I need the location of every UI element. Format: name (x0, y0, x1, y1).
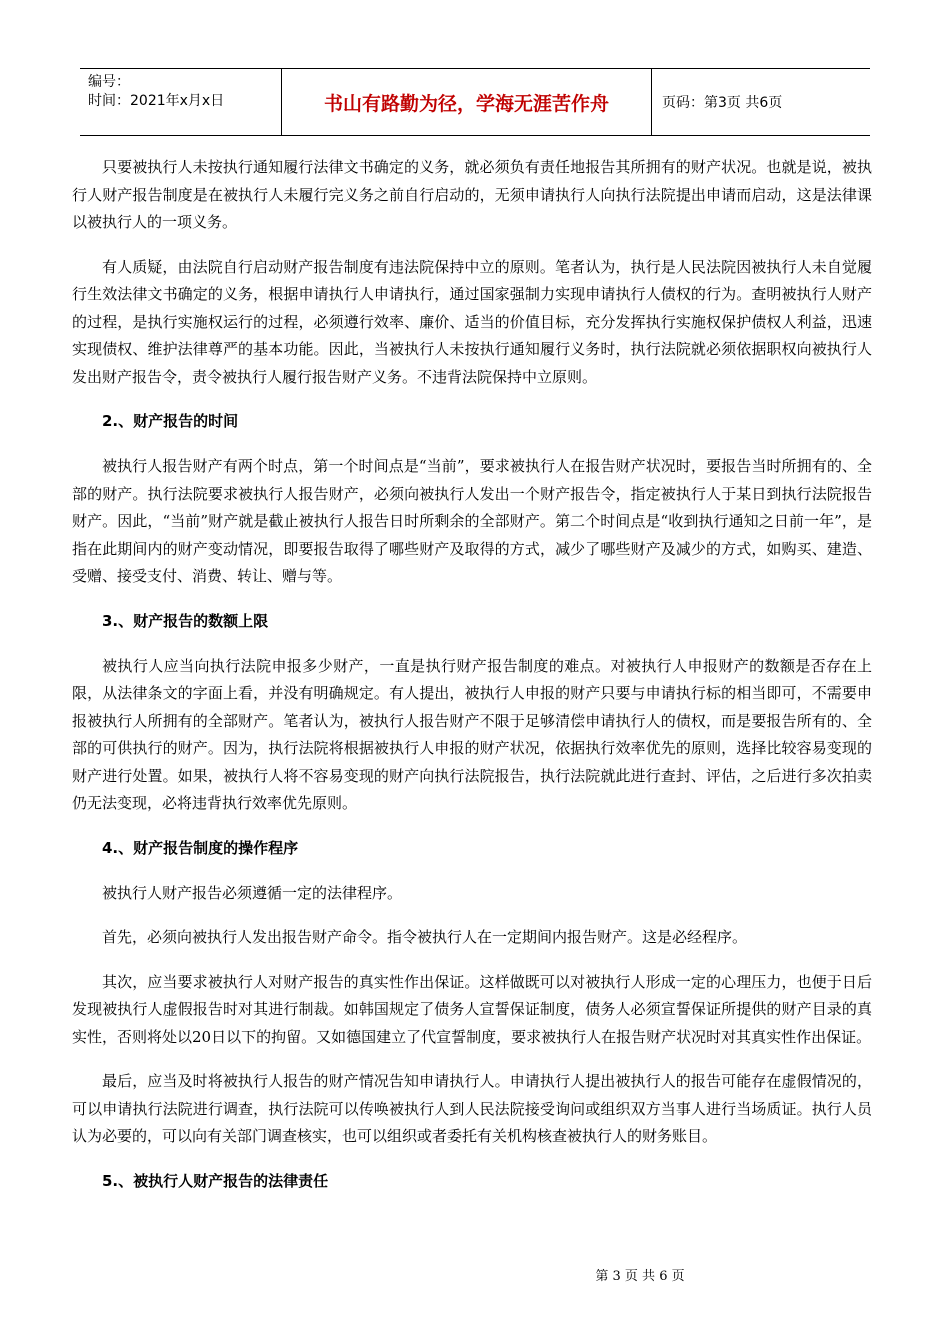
paragraph-2: 有人质疑，由法院自行启动财产报告制度有违法院保持中立的原则。笔者认为，执行是人民法院因被执行人未自觉履行生效法律文书确定的义务，根据申请执行人申请执行，通过国家强制力实现申请执行人债权的行为。查明被执行人财产的过程，是执行实施权运行的过程，必须遵行效率、廉价、适当的价值目标，充分发挥执行实施权保护债权人利益，迅速实现债权、维护法律尊严的基本功能。因此，当被执行人未按执行通知履行义务时，执行法院就必须依据职权向被执行人发出财产报告令，责令被执行人履行报告财产义务。不违背法院保持中立原则。 (72, 257, 872, 386)
section-heading-5: 5.、被执行人财产报告的法律责任 (102, 1171, 329, 1190)
section-heading-2: 2.、财产报告的时间 (102, 412, 239, 430)
paragraph-7: 其次，应当要求被执行人对财产报告的真实性作出保证。这样做既可以对被执行人形成一定的心理压力，也便于日后发现被执行人虚假报告时对其进行制裁。如韩国规定了债务人宣誓保证制度，债务人必须宣誓保证所提供的财产目录的真实性，否则将处以20日以下的拘留。又如德国建立了代宣誓制度，要求被执行人在报告财产状况时对其真实性作出保证。 (72, 972, 872, 1046)
header-number: 编号： (88, 74, 130, 90)
header-motto: 书山有路勤为径，学海无涯苦作舟 (282, 69, 652, 135)
header-page-label: 页码：第3页 共6页 (662, 95, 783, 111)
header-time: 时间：2021年x月x日 (88, 93, 225, 109)
section-heading-3: 3.、财产报告的数额上限 (102, 611, 269, 630)
header-meta (80, 69, 282, 135)
paragraph-4: 被执行人应当向执行法院申报多少财产，一直是执行财产报告制度的难点。对被执行人申报财产的数额是否存在上限，从法律条文的字面上看，并没有明确规定。有人提出，被执行人申报的财产只要与申请执行标的相当即可，不需要申报被执行人所拥有的全部财产。笔者认为，被执行人报告财产不限于足够清偿申请执行人的债权，而是要报告所有的、全部的可供执行的财产。因为，执行法院将根据被执行人申报的财产状况，依据执行效率优先的原则，选择比较容易变现的财产进行处置。如果，被执行人将不容易变现的财产向执行法院报告，执行法院就此进行查封、评估，之后进行多次拍卖仍无法变现，必将违背执行效率优先原则。 (72, 656, 872, 812)
paragraph-3: 被执行人报告财产有两个时点，第一个时间点是“当前”，要求被执行人在报告财产状况时，要报告当时所拥有的、全部的财产。执行法院要求被执行人报告财产，必须向被执行人发出一个财产报告令，指定被执行人于某日到执行法院报告财产。因此，“当前”财产就是截止被执行人报告日时所剩余的全部财产。第二个时间点是“收到执行通知之日前一年”，是指在此期间内的财产变动情况，即要报告取得了哪些财产及取得的方式，减少了哪些财产及减少的方式，如购买、建造、受赠、接受支付、消费、转让、赠与等。 (72, 457, 872, 585)
footer-page-number: 第 3 页 共 6 页 (595, 1269, 685, 1284)
paragraph-5: 被执行人财产报告必须遵循一定的法律程序。 (102, 883, 403, 902)
document-body (72, 154, 872, 1213)
paragraph-1: 只要被执行人未按执行通知履行法律文书确定的义务，就必须负有责任地报告其所拥有的财产状况。也就是说，被执行人财产报告制度是在被执行人未履行完义务之前自行启动的，无须申请执行人向执行法院提出申请而启动，这是法律课以被执行人的一项义务。 (72, 158, 872, 231)
page-footer (0, 1265, 950, 1284)
header-table (80, 68, 870, 136)
section-heading-4: 4.、财产报告制度的操作程序 (102, 838, 299, 857)
paragraph-8: 最后，应当及时将被执行人报告的财产情况告知申请执行人。申请执行人提出被执行人的报告可能存在虚假情况的，可以申请执行法院进行调查，执行法院可以传唤被执行人到人民法院接受询问或组织双方当事人进行当场质证。执行人员认为必要的，可以向有关部门调查核实，也可以组织或者委托有关机构核查被执行人的财务账目。 (72, 1072, 872, 1145)
paragraph-6: 首先，必须向被执行人发出报告财产命令。指令被执行人在一定期间内报告财产。这是必经程序。 (102, 928, 748, 946)
